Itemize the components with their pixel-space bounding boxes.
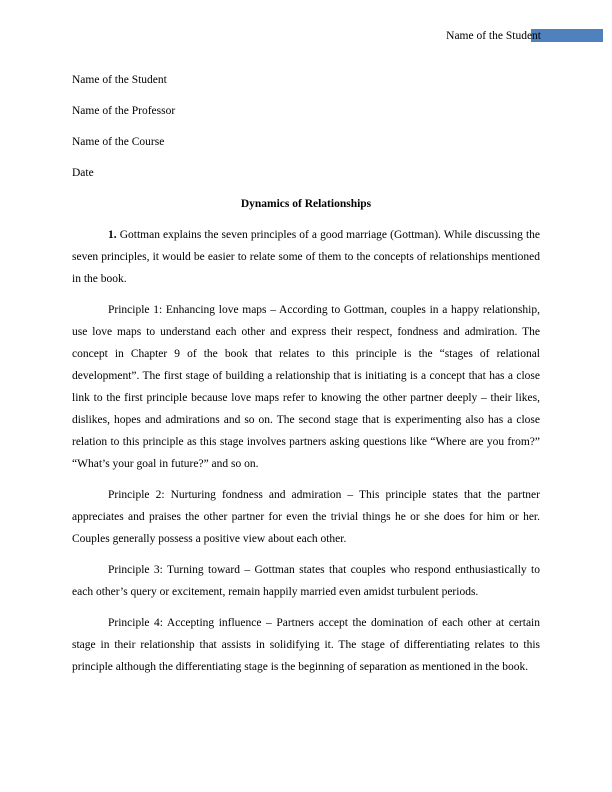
- paragraph-1: [72, 224, 540, 290]
- paragraph-principle-1: Principle 1: Enhancing love maps – According to Gottman, couples in a happy relationship, use love maps to understand each other and express their respect, fondness and admiration. The concept in Chapter 9 of the book that relates to this principle is the “stages of relational development”. The first stage of building a relationship that is initiating is a concept that has a close link to the first principle because love maps refer to knowing the other partner deeply – their likes, dislikes, hopes and admirations and so on. The second stage that is experimenting also has a close relation to this principle as this stage involves partners asking questions like “Where are you from?” “What’s your goal in future?” and so on.: [72, 304, 540, 470]
- student-name: Name of the Student: [72, 74, 167, 86]
- header-accent-bar: [531, 29, 603, 42]
- paragraph-principle-2: Principle 2: Nurturing fondness and admiration – This principle states that the partner appreciates and praises the other partner for even the trivial things he or she does for him or her. Couples generally possess a positive view about each other.: [72, 489, 540, 545]
- date: Date: [72, 167, 94, 179]
- paragraph-text: Gottman explains the seven principles of a good marriage (Gottman). While discussing the seven principles, it would be easier to relate some of them to the concepts of relationships mentioned in the book.: [72, 229, 540, 285]
- document-body: [72, 69, 540, 687]
- professor-name: Name of the Professor: [72, 105, 176, 117]
- document-title: Dynamics of Relationships: [240, 198, 372, 210]
- paragraph-number: 1.: [108, 229, 117, 241]
- course-name: Name of the Course: [72, 136, 165, 148]
- paragraph-principle-4: Principle 4: Accepting influence – Partners accept the domination of each other at certain stage in their relationship that assists in solidifying it. The stage of differentiating relates to this principle although the differentiating stage is the beginning of separation as mentioned in the book.: [72, 617, 540, 673]
- running-head: Name of the Student: [446, 30, 541, 42]
- paragraph-principle-3: Principle 3: Turning toward – Gottman states that couples who respond enthusiastically to each other’s query or excitement, remain happily married even amidst turbulent periods.: [72, 564, 540, 598]
